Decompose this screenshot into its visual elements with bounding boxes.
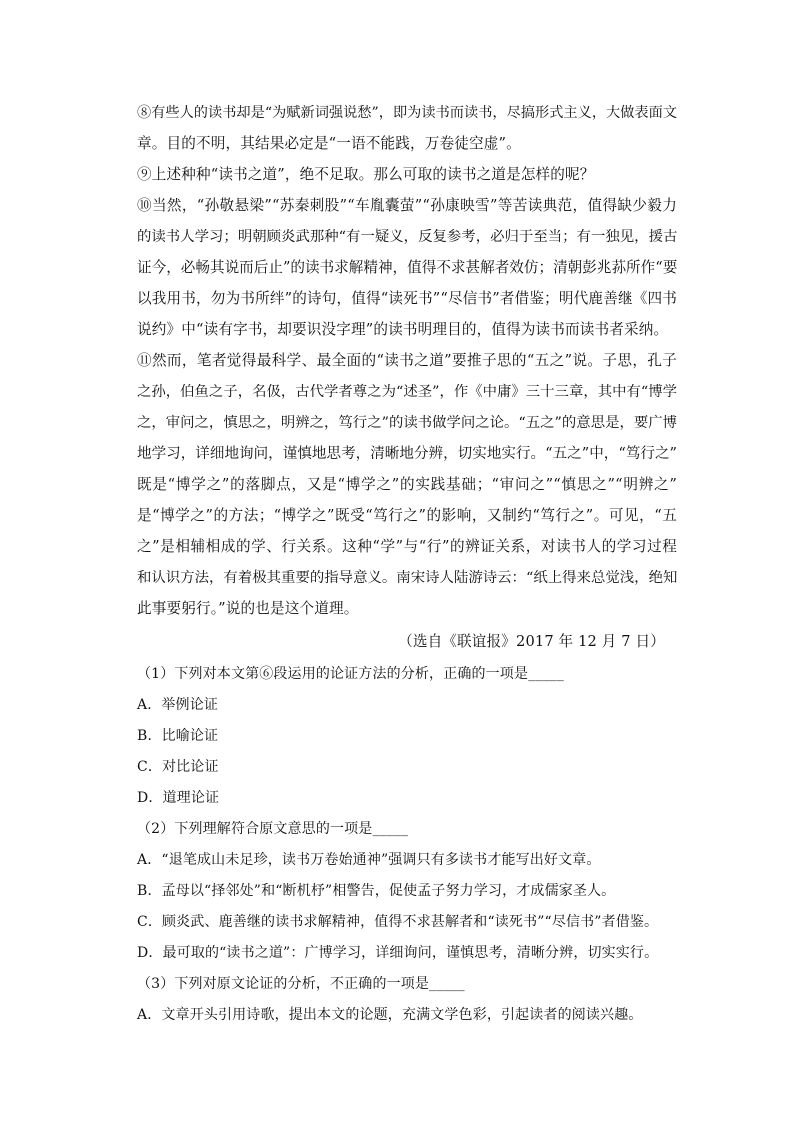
passage-p11-line-3: 之，审问之，慎思之，明辨之，笃行之”的读书做学问之论。“五之”的意思是，要广博 (137, 415, 677, 431)
question-1-option-d: D．道理论证 (137, 790, 220, 806)
passage-p11-line-1: ⑪然而，笔者觉得最科学、最全面的“读书之道”要推子思的“五之”说。子思，孔子 (137, 352, 677, 369)
question-3-stem: （3）下列对原文论证的分析，不正确的一项是_____ (137, 976, 465, 992)
question-2-option-c: C．顾炎武、鹿善继的读书求解精神，值得不求甚解者和“读死书”“尽信书”者借鉴。 (137, 914, 659, 930)
question-2-option-b: B．孟母以“择邻处”和“断机杼”相警告，促使孟子努力学习，才成儒家圣人。 (137, 883, 616, 899)
passage-p11-line-5: 既是“博学之”的落脚点，又是“博学之”的实践基础；“审问之”“慎思之”“明辨之” (137, 476, 677, 493)
passage-p11-line-7: 之”是相辅相成的学、行关系。这种“学”与“行”的辨证关系，对读书人的学习过程 (137, 538, 677, 555)
passage-p10-line-1: ⑩当然，“孙敬悬梁”“苏秦刺股”“车胤囊萤”“孙康映雪”等苦读典范，值得缺少毅力 (137, 197, 677, 214)
question-1-option-a: A．举例论证 (137, 697, 219, 713)
passage-p10-line-3: 证今，必畅其说而后止”的读书求解精神，值得不求甚解者效仿；清朝彭兆荪所作“要 (137, 259, 678, 276)
passage-p9-line-1: ⑨上述种种“读书之道”，绝不足取。那么可取的读书之道是怎样的呢？ (137, 166, 595, 183)
passage-p10-line-4: 以我用书，勿为书所绊”的诗句，值得“读死书”“尽信书”者借鉴；明代鹿善继《四书 (137, 290, 677, 307)
passage-p11-line-6: 是“博学之”的方法；“博学之”既受“笃行之”的影响，又制约“笃行之”。可见，“五 (137, 507, 677, 524)
question-1-stem: （1）下列对本文第⑥段运用的论证方法的分析，正确的一项是_____ (137, 666, 564, 682)
passage-p11-line-4: 地学习，详细地询问，谨慎地思考，清晰地分辨，切实地实行。“五之”中，“笃行之” (137, 445, 677, 462)
passage-p11-line-8: 和认识方法，有着极其重要的指导意义。南宋诗人陆游诗云：“纸上得来总觉浅，绝知 (137, 570, 678, 586)
passage-source: （选自《联谊报》2017 年 12 月 7 日） (398, 633, 665, 650)
passage-p11-line-9: 此事要躬行。”说的也是这个道理。 (137, 600, 359, 617)
question-2-stem: （2）下列理解符合原文意思的一项是_____ (137, 821, 409, 837)
passage-p10-line-5: 说约》中“读有字书，却要识没字理”的读书明理目的，值得为读书而读书者采纳。 (137, 321, 669, 338)
question-1-option-c: C．对比论证 (137, 759, 219, 775)
question-3-option-a: A．文章开头引用诗歌，提出本文的论题，充满文学色彩，引起读者的阅读兴趣。 (137, 1007, 643, 1023)
passage-p10-line-2: 的读书人学习；明朝顾炎武那种“有一疑义，反复参考，必归于至当；有一独见，援古 (137, 229, 678, 245)
question-1-option-b: B．比喻论证 (137, 728, 219, 744)
passage-p8-line-1: ⑧有些人的读书却是“为赋新词强说愁”，即为读书而读书，尽搞形式主义，大做表面文 (137, 105, 678, 121)
passage-p11-line-2: 之孙，伯鱼之子，名伋，古代学者尊之为“述圣”，作《中庸》三十三章，其中有“博学 (137, 384, 677, 400)
question-2-option-a: A．“退笔成山未足珍，读书万卷始通神”强调只有多读书才能写出好文章。 (137, 852, 601, 868)
passage-p8-line-2: 章。目的不明，其结果必定是“一语不能践，万卷徒空虚”。 (137, 135, 521, 152)
question-2-option-d: D．最可取的“读书之道”：广博学习，详细询问，谨慎思考，清晰分辨，切实实行。 (137, 945, 659, 961)
